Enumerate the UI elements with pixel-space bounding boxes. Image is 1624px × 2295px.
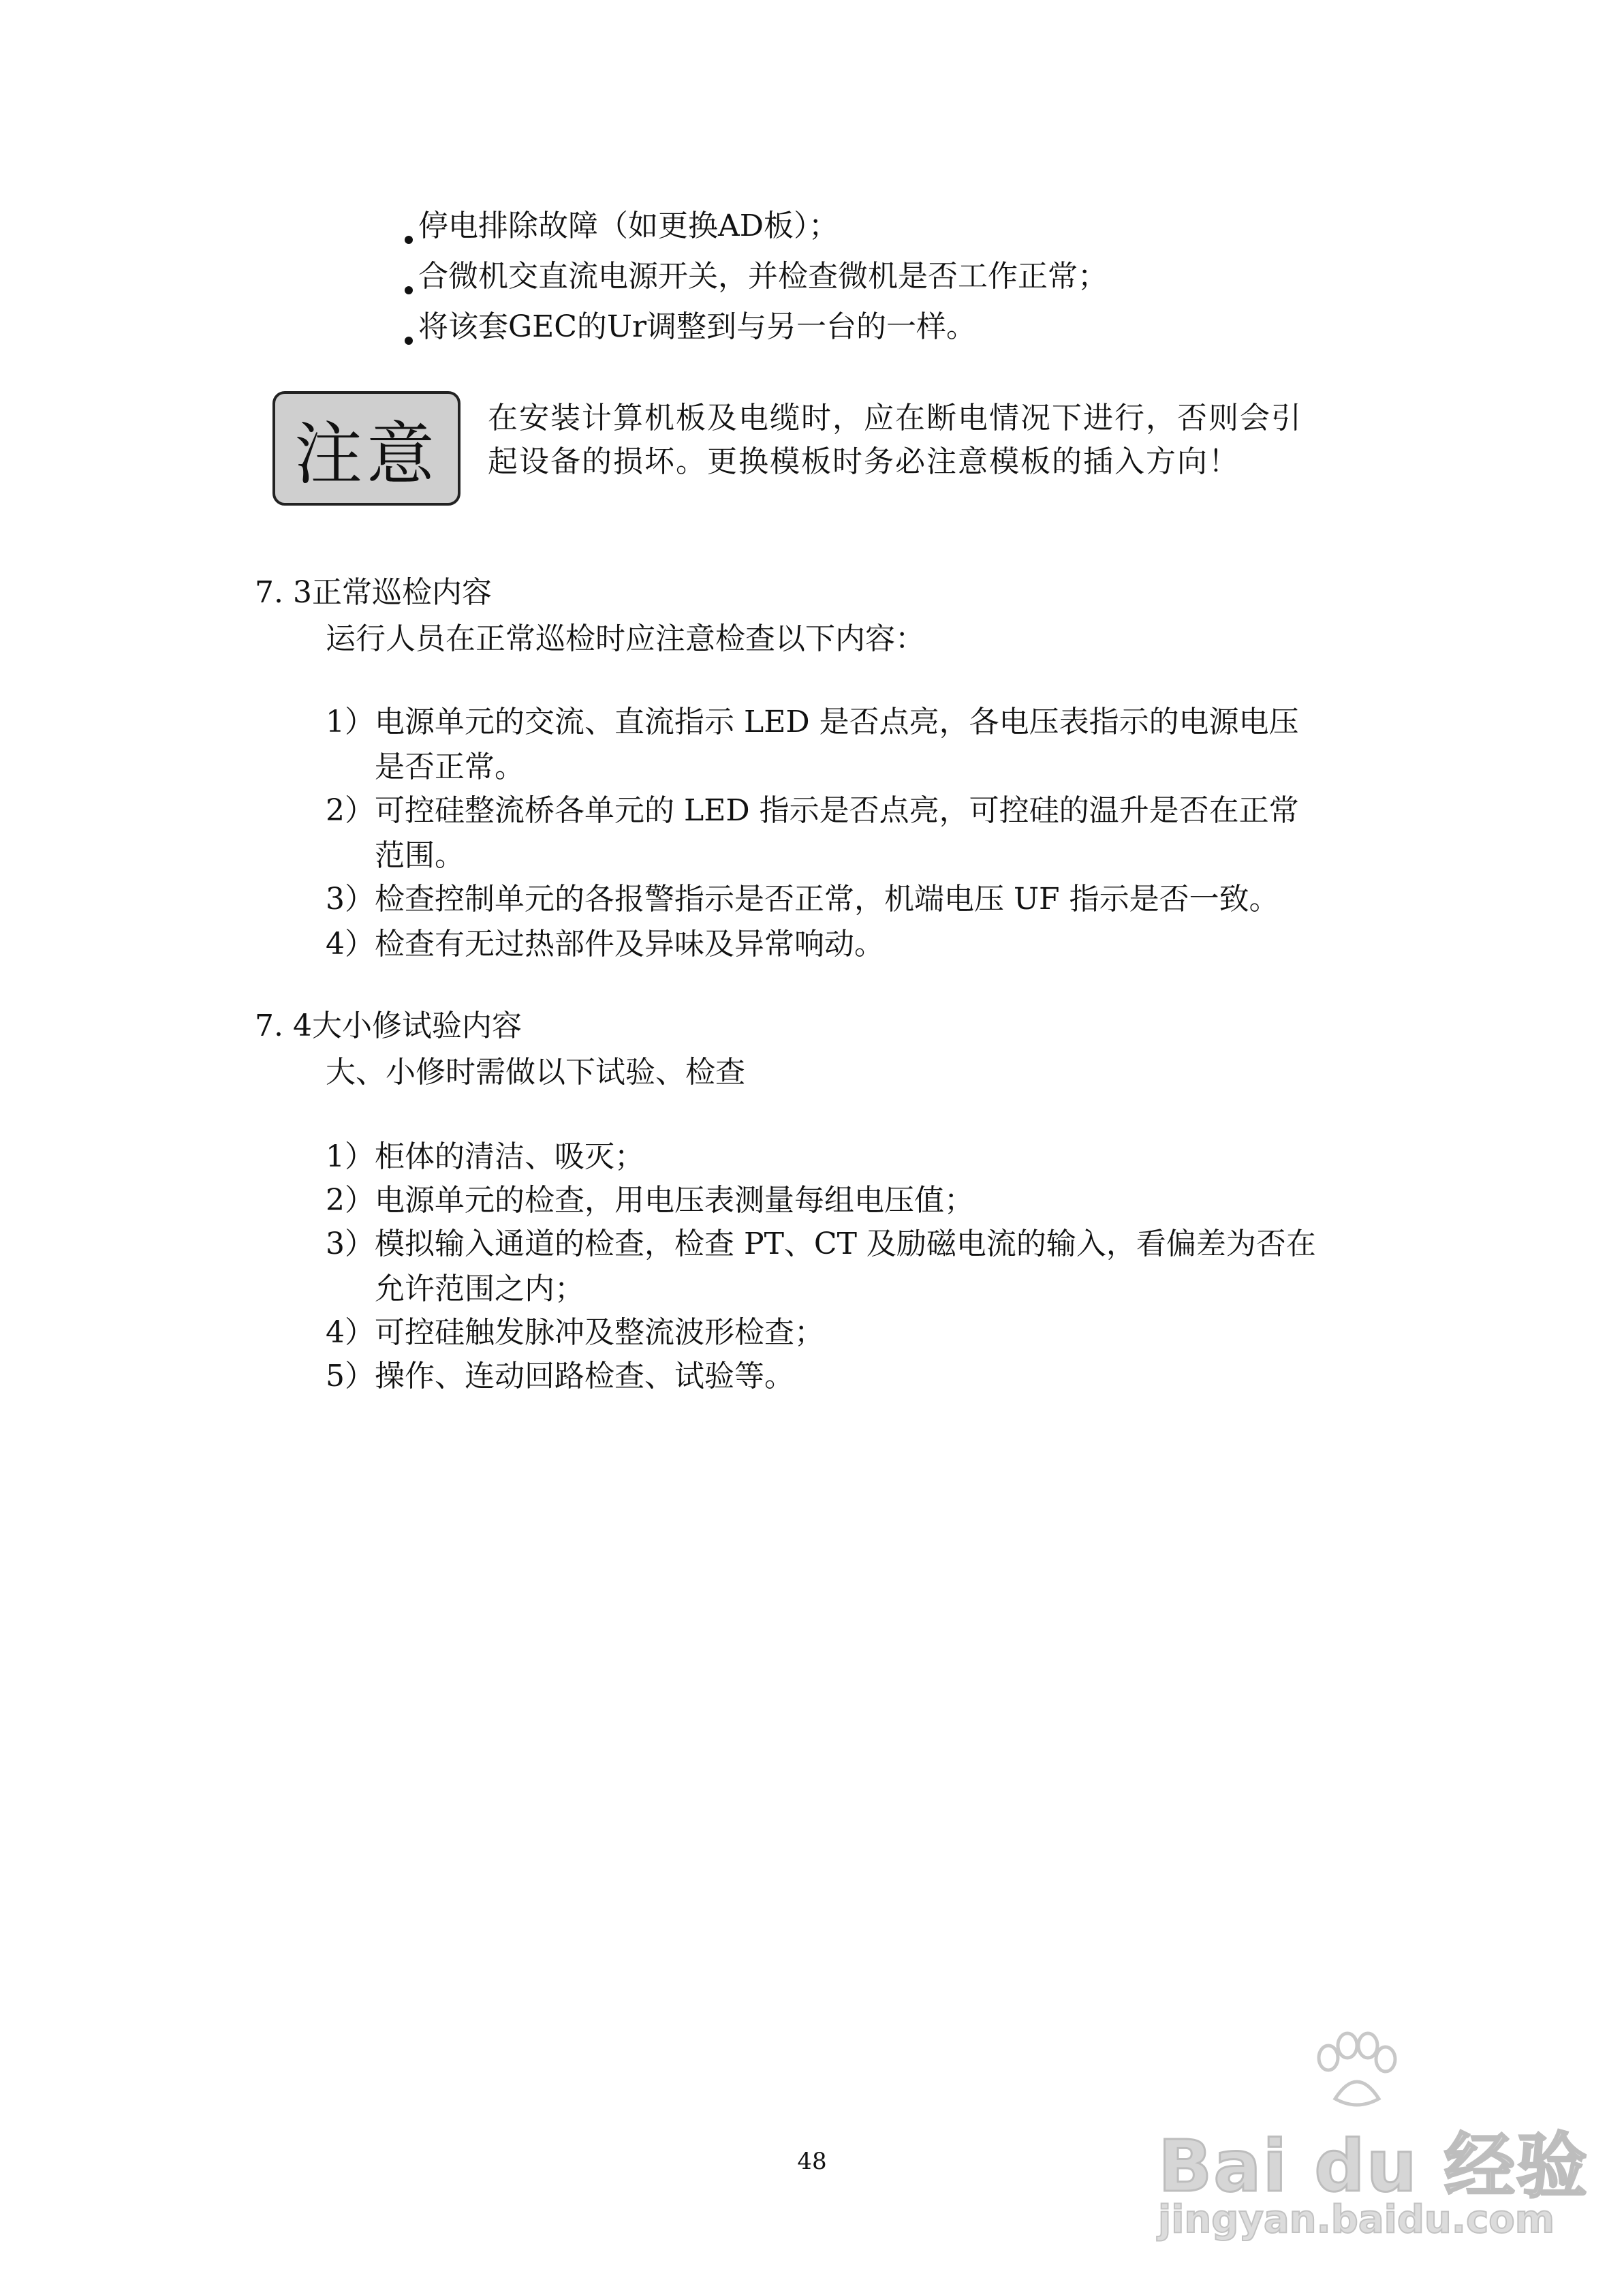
bullet-dot — [405, 286, 413, 294]
watermark-url: jingyan.baidu.com — [1158, 2198, 1555, 2242]
notice-label: 注意 — [294, 414, 439, 494]
notice-text-line-1: 在安装计算机板及电缆时，应在断电情况下进行，否则会引 — [488, 401, 1302, 435]
notice-text-line-2: 起设备的损坏。更换模板时务必注意模板的插入方向！ — [488, 444, 1240, 479]
list-item: 1）柜体的清洁、吸灭； — [326, 1139, 644, 1174]
list-item: 4）可控硅触发脉冲及整流波形检查； — [326, 1315, 824, 1350]
list-item: 2）电源单元的检查，用电压表测量每组电压值； — [326, 1183, 974, 1218]
bullet-dot — [405, 337, 413, 345]
page-number: 48 — [797, 2148, 827, 2175]
list-item-continuation: 范围。 — [375, 838, 465, 873]
list-item: 3）模拟输入通道的检查，检查 PT、CT 及励磁电流的输入，看偏差为否在 — [326, 1227, 1316, 1261]
list-item: 4）检查有无过热部件及异味及异常响动。 — [326, 927, 884, 961]
bullet-item: 将该套GEC的Ur调整到与另一台的一样。 — [418, 309, 977, 344]
bullet-dot — [405, 236, 413, 244]
section-7-4-title: 7. 4大小修试验内容 — [255, 1008, 522, 1043]
bullet-item: 停电排除故障（如更换AD板）； — [418, 209, 839, 243]
list-item: 2）可控硅整流桥各单元的 LED 指示是否点亮，可控硅的温升是否在正常 — [326, 793, 1299, 828]
paw-icon — [1308, 2031, 1403, 2112]
watermark-logo: Bai du 经验 — [1158, 2125, 1589, 2208]
list-item-continuation: 是否正常。 — [375, 750, 525, 784]
bullet-item: 合微机交直流电源开关，并检查微机是否工作正常； — [418, 259, 1108, 294]
list-item: 3）检查控制单元的各报警指示是否正常，机端电压 UF 指示是否一致。 — [326, 882, 1279, 917]
notice-label-box — [272, 391, 460, 506]
section-7-4-intro: 大、小修时需做以下试验、检查 — [326, 1055, 745, 1090]
list-item: 5）操作、连动回路检查、试验等。 — [326, 1359, 794, 1393]
list-item-continuation: 允许范围之内； — [375, 1272, 584, 1306]
list-item: 1）电源单元的交流、直流指示 LED 是否点亮，各电压表指示的电源电压 — [326, 705, 1299, 739]
section-7-3-intro: 运行人员在正常巡检时应注意检查以下内容： — [326, 621, 925, 656]
section-7-3-title: 7. 3正常巡检内容 — [255, 575, 492, 610]
